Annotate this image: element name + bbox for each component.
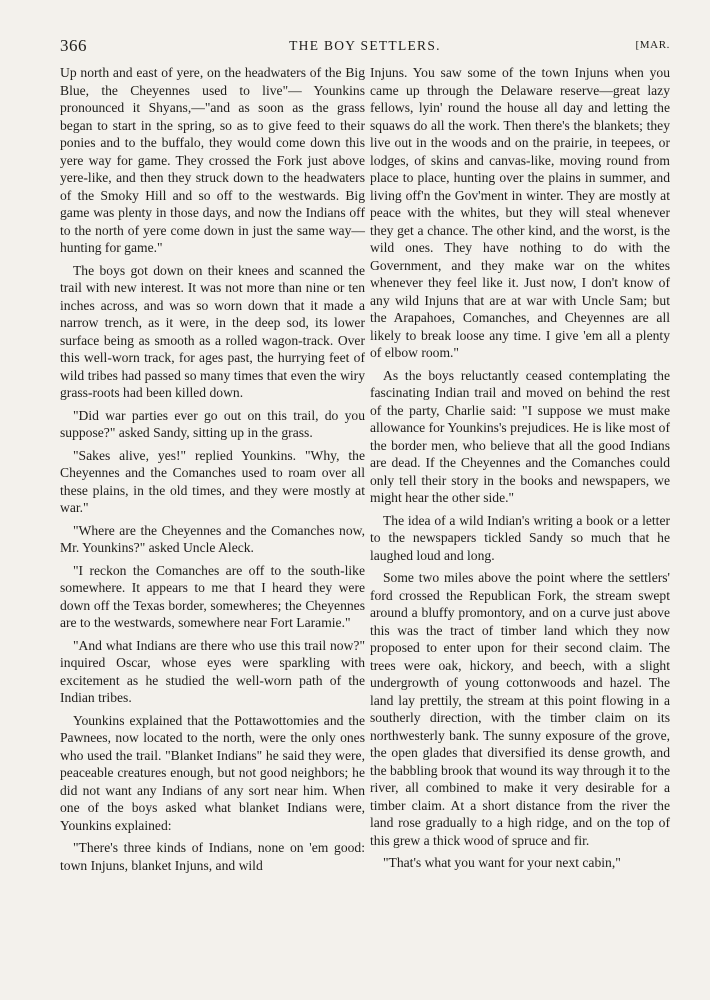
left-column [60,64,365,879]
paragraph: "That's what you want for your next cabin," [383,855,621,870]
paragraph: As the boys reluctantly ceased contemplating the fascinating Indian trail and moved on behind the rest of the party, Charlie said: "I suppose we must make allowance for Younkins's prejudices. He is like most of the border men, who believe that all the good Indians are dead. If the Cheyennes and the Comanches could only tell their story in the books and newspapers, we might hear the other side." [370,367,670,505]
paragraph: Some two miles above the point where the settlers' ford crossed the Republican Fork, the stream swept around a bluffy promontory, and on a curve just above this was the tract of timber land which they now proposed to enter upon for their second claim. The trees were oak, hickory, and beech, with a slight undergrowth of young cottonwoods and hazel. The land lay prettily, the stream at this point flowing in a southerly direction, with the timber claim on its northwesterly bank. The sunny exposure of the grove, the open glades that diversified its dense growth, and the babbling brook that wound its way through it to the river, all combined to make it very desirable for a timber claim. At a short distance from the river the land rose gradually to a high ridge, and on the top of this grew a thick wood of spruce and fir. [370,570,670,848]
paragraph: "And what Indians are there who use this trail now?" inquired Oscar, whose eyes were sparkling with excitement as he studied the well-worn path of the Indian tribes. [60,637,365,705]
paragraph: "Did war parties ever go out on this trail, do you suppose?" asked Sandy, sitting up in the grass. [60,407,365,440]
right-column [370,64,670,877]
page-number: 366 [60,36,87,55]
paragraph: "There's three kinds of Indians, none on 'em good: town Injuns, blanket Injuns, and wild [60,840,365,873]
paragraph: Up north and east of yere, on the headwaters of the Big Blue, the Cheyennes used to live"— Younkins pronounced it Shyans,—"and as soon as the grass began to start in the spring, so as to give feed to their ponies and to the buffalo, they would come down this yere way for game. They crossed the Fork just above yere-like, and then they struck down to the headwaters of the Smoky Hill and so off to the westwards. Big game was plenty in those days, and now the Indians off to the north of yere come down in just the same way—hunting for game." [60,65,365,255]
paragraph: The idea of a wild Indian's writing a book or a letter to the newspapers tickled Sandy so much that he laughed loud and long. [370,512,670,563]
paragraph: "Where are the Cheyennes and the Comanches now, Mr. Younkins?" asked Uncle Aleck. [60,522,365,555]
issue-mark: [MAR. [635,39,670,51]
paragraph: The boys got down on their knees and scanned the trail with new interest. It was not more than nine or ten inches across, and was so worn down that it made a narrow trench, as it were, in the deep sod, its lower surface being as smooth as a rolled wagon-track. Over this well-worn track, for ages past, the hurrying feet of wild tribes had passed so many times that even the wiry grass-roots had been killed down. [60,262,365,400]
page-header [60,36,670,58]
paragraph: "I reckon the Comanches are off to the south-like somewhere. It appears to me that I heard they were down off the Texas border, somewheres; the Cheyennes are to the westwards, somewhere near Fort Laramie." [60,562,365,630]
paragraph: Injuns. You saw some of the town Injuns when you came up through the Delaware reserve—great lazy fellows, lyin' round the house all day and letting the squaws do all the work. Then there's the blankets; they live out in the woods and on the prairie, in teepees, or lodges, of skins and canvas-like, moving round from place to place, hunting over the plains in summer, and living off'n the Gov'ment in winter. They are mostly at peace with the whites, but they will steal whenever they get a chance. The other kind, and the worst, is the wild ones. They have nothing to do with the Government, and they make war on the whites whenever they feel like it. Just now, I don't know of any wild Injuns that are at war with Uncle Sam; but the Arapahoes, Comanches, and Cheyennes are all likely to break loose any time. I give 'em all a plenty of elbow room." [370,65,670,360]
paragraph: Younkins explained that the Pottawottomies and the Pawnees, now located to the north, were the only ones who used the trail. "Blanket Indians" he said they were, peaceable creatures enough, but not good neighbors; he did not want any Indians of any sort near him. When one of the boys asked what blanket Indians were, Younkins explained: [60,712,365,833]
running-title: THE BOY SETTLERS. [289,38,441,53]
paragraph: "Sakes alive, yes!" replied Younkins. "Why, the Cheyennes and the Comanches used to roam over all these plains, in the old times, and they were mostly at war." [60,447,365,515]
